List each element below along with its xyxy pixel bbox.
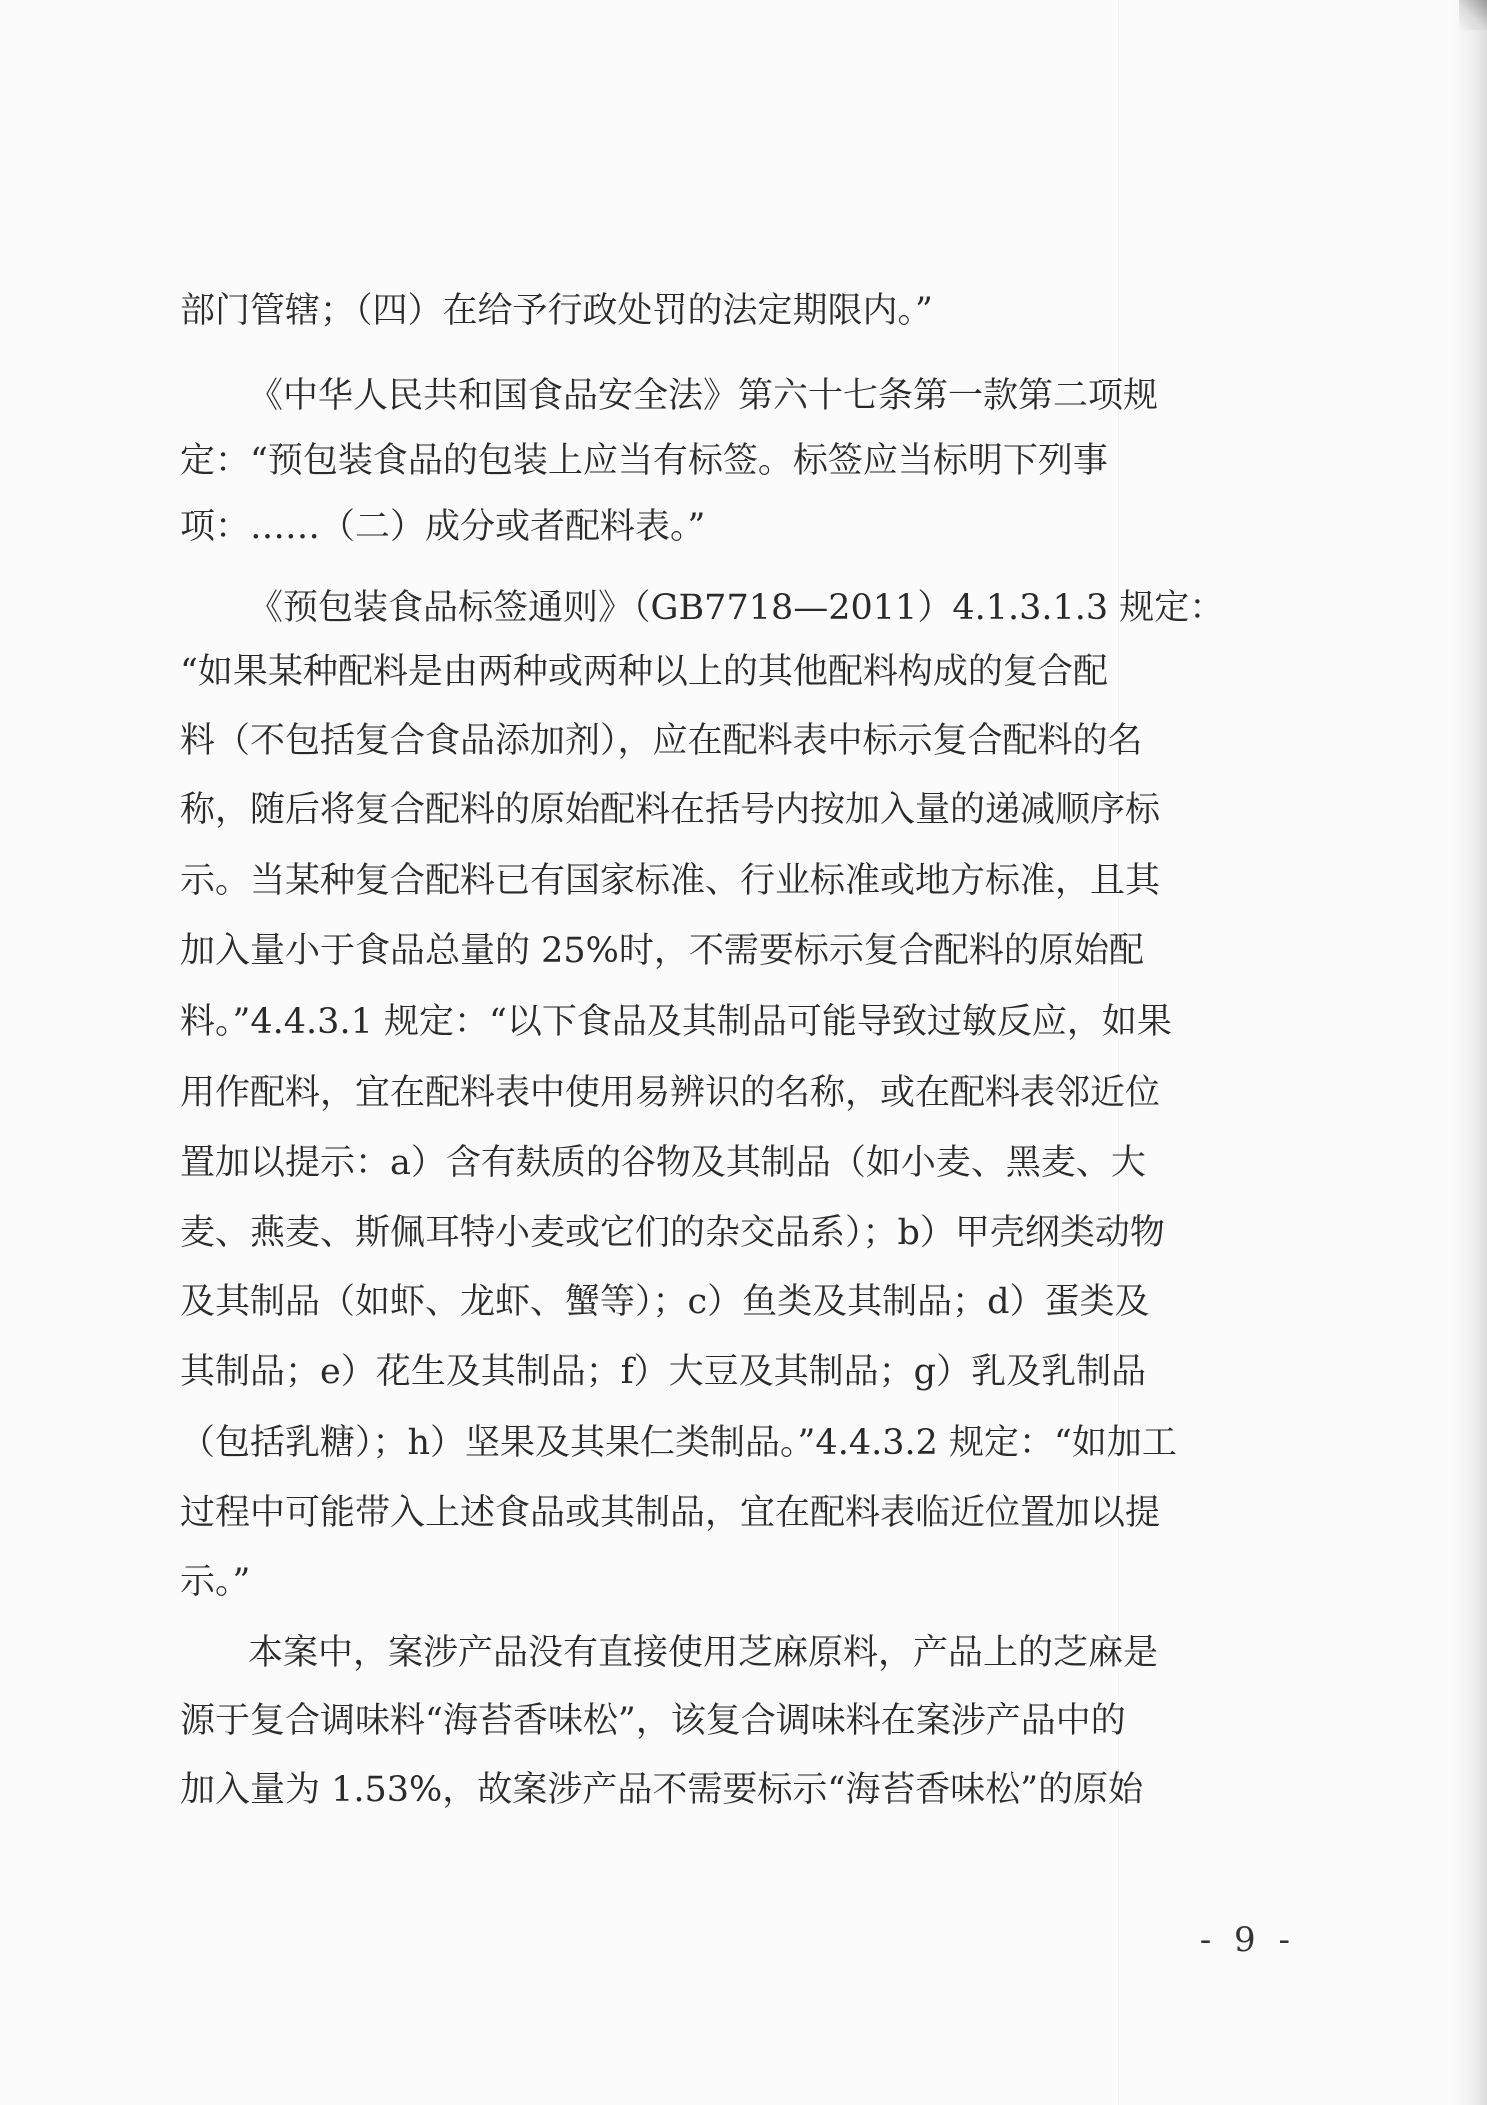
text-line: 本案中，案涉产品没有直接使用芝麻原料，产品上的芝麻是: [248, 1633, 1159, 1673]
text-line: 用作配料，宜在配料表中使用易辨识的名称，或在配料表邻近位: [180, 1073, 1161, 1113]
text-line: 示。当某种复合配料已有国家标准、行业标准或地方标准，且其: [180, 861, 1161, 901]
text-line: 麦、燕麦、斯佩耳特小麦或它们的杂交品系）；b）甲壳纲类动物: [180, 1213, 1165, 1253]
text-line: “如果某种配料是由两种或两种以上的其他配料构成的复合配: [180, 652, 1108, 692]
text-line: 称，随后将复合配料的原始配料在括号内按加入量的递减顺序标: [180, 790, 1161, 830]
text-line: 《中华人民共和国食品安全法》第六十七条第一款第二项规: [248, 376, 1159, 416]
text-line: 过程中可能带入上述食品或其制品，宜在配料表临近位置加以提: [180, 1493, 1161, 1533]
text-line: 部门管辖；（四）在给予行政处罚的法定期限内。”: [180, 291, 933, 331]
text-line: 示。”: [180, 1562, 251, 1602]
text-line: 及其制品（如虾、龙虾、蟹等）；c）鱼类及其制品；d）蛋类及: [180, 1282, 1150, 1322]
page-number: - 9 -: [1199, 1920, 1296, 1960]
text-line: 定：“预包装食品的包装上应当有标签。标签应当标明下列事: [180, 441, 1108, 481]
text-line: 加入量为 1.53%，故案涉产品不需要标示“海苔香味松”的原始: [180, 1770, 1144, 1810]
text-line: 源于复合调味料“海苔香味松”，该复合调味料在案涉产品中的: [180, 1701, 1126, 1741]
text-line: （包括乳糖）；h）坚果及其果仁类制品。”4.4.3.2 规定：“如加工: [180, 1423, 1177, 1463]
text-line: 《预包装食品标签通则》（GB7718—2011）4.1.3.1.3 规定：: [248, 588, 1225, 628]
text-line: 加入量小于食品总量的 25%时，不需要标示复合配料的原始配: [180, 931, 1144, 971]
text-line: 项：……（二）成分或者配料表。”: [180, 507, 706, 547]
text-line: 料（不包括复合食品添加剂），应在配料表中标示复合配料的名: [180, 721, 1143, 761]
text-line: 其制品；e）花生及其制品；f）大豆及其制品；g）乳及乳制品: [180, 1352, 1147, 1392]
text-line: 料。”4.4.3.1 规定：“以下食品及其制品可能导致过敏反应，如果: [180, 1002, 1172, 1042]
text-line: 置加以提示：a）含有麸质的谷物及其制品（如小麦、黑麦、大: [180, 1143, 1146, 1183]
